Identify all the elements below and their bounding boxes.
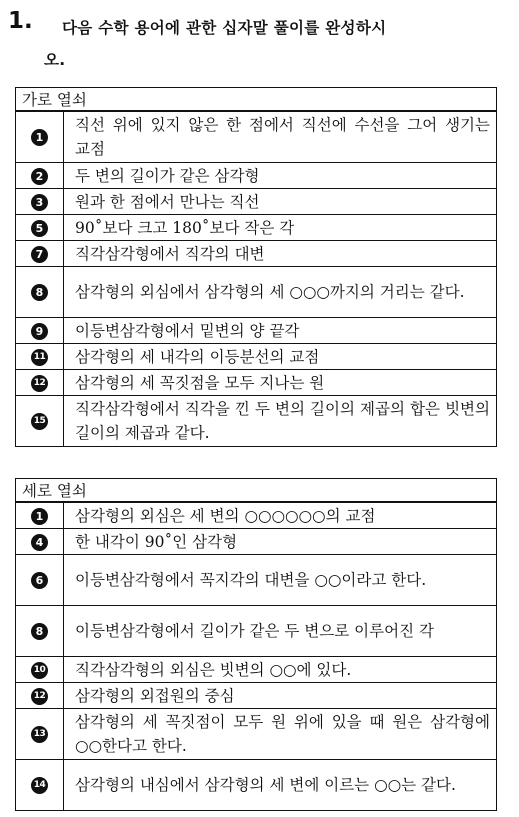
clue-number-badge: 10 [31, 662, 48, 679]
clue-text: 삼각형의 세 꼭짓점이 모두 원 위에 있을 때 원은 삼각형에 ○○한다고 한다. [64, 709, 497, 760]
across-clue-row [16, 215, 497, 241]
clue-number-badge: 5 [31, 220, 48, 237]
clue-text: 삼각형의 외심에서 삼각형의 세 ○○○까지의 거리는 같다. [64, 267, 497, 318]
clue-text: 이등변삼각형에서 밑변의 양 끝각 [64, 318, 497, 344]
clue-number-badge: 8 [31, 284, 48, 301]
clue-number-badge: 4 [31, 534, 48, 551]
clue-text: 직각삼각형의 외심은 빗변의 ○○에 있다. [64, 657, 497, 683]
clue-text: 삼각형의 세 꼭짓점을 모두 지나는 원 [64, 370, 497, 396]
clue-number-badge: 13 [31, 726, 48, 743]
clue-number-badge: 8 [31, 623, 48, 640]
clue-text: 이등변삼각형에서 꼭지각의 대변을 ○○이라고 한다. [64, 555, 497, 606]
clue-text: 원과 한 점에서 만나는 직선 [64, 189, 497, 215]
down-header: 세로 열쇠 [16, 479, 497, 503]
across-clue-row [16, 344, 497, 370]
clue-text: 직선 위에 있지 않은 한 점에서 직선에 수선을 그어 생기는 교점 [64, 111, 497, 163]
clue-text: 직각삼각형에서 직각을 낀 두 변의 길이의 제곱의 합은 빗변의 길이의 제곱과 같다. [64, 396, 497, 447]
across-clue-row [16, 396, 497, 447]
clue-number-badge: 6 [31, 572, 48, 589]
down-clues-table [15, 478, 497, 811]
clue-number-badge: 1 [31, 129, 48, 146]
clue-number-badge: 12 [31, 375, 48, 392]
question-title [44, 12, 512, 76]
clue-number-badge: 11 [31, 349, 48, 366]
across-header: 가로 열쇠 [16, 88, 497, 112]
across-clue-row [16, 111, 497, 163]
down-clue-row [16, 502, 497, 529]
question-number: 1. [8, 8, 33, 34]
down-clue-row [16, 657, 497, 683]
clue-text: 이등변삼각형에서 길이가 같은 두 변으로 이루어진 각 [64, 606, 497, 657]
clue-number-badge: 1 [31, 508, 48, 525]
clue-number-badge: 15 [31, 413, 48, 430]
clue-text: 삼각형의 세 내각의 이등분선의 교점 [64, 344, 497, 370]
clue-number-badge: 7 [31, 246, 48, 263]
clue-number-badge: 9 [31, 323, 48, 340]
clue-number-badge: 12 [31, 688, 48, 705]
clue-text: 한 내각이 90˚인 삼각형 [64, 529, 497, 555]
down-clue-row [16, 606, 497, 657]
clue-number-badge: 2 [31, 168, 48, 185]
down-clue-row [16, 709, 497, 760]
down-clue-row [16, 555, 497, 606]
clue-number-badge: 3 [31, 194, 48, 211]
across-clues-table [15, 87, 497, 447]
clue-text: 삼각형의 내심에서 삼각형의 세 변에 이르는 ○○는 같다. [64, 760, 497, 811]
across-clue-row [16, 189, 497, 215]
clue-number-badge: 14 [31, 777, 48, 794]
clue-text: 90˚보다 크고 180˚보다 작은 각 [64, 215, 497, 241]
across-clue-row [16, 163, 497, 189]
question-title-line2: 오. [44, 51, 66, 69]
clue-text: 직각삼각형에서 직각의 대변 [64, 241, 497, 267]
across-clue-row [16, 318, 497, 344]
across-clue-row [16, 267, 497, 318]
clue-text: 삼각형의 외접원의 중심 [64, 683, 497, 709]
down-clue-row [16, 683, 497, 709]
question-title-line1: 다음 수학 용어에 관한 십자말 풀이를 완성하시 [62, 19, 387, 37]
across-clue-row [16, 370, 497, 396]
down-clue-row [16, 529, 497, 555]
down-clue-row [16, 760, 497, 811]
clue-text: 삼각형의 외심은 세 변의 ○○○○○○의 교점 [64, 502, 497, 529]
across-clue-row [16, 241, 497, 267]
clue-text: 두 변의 길이가 같은 삼각형 [64, 163, 497, 189]
